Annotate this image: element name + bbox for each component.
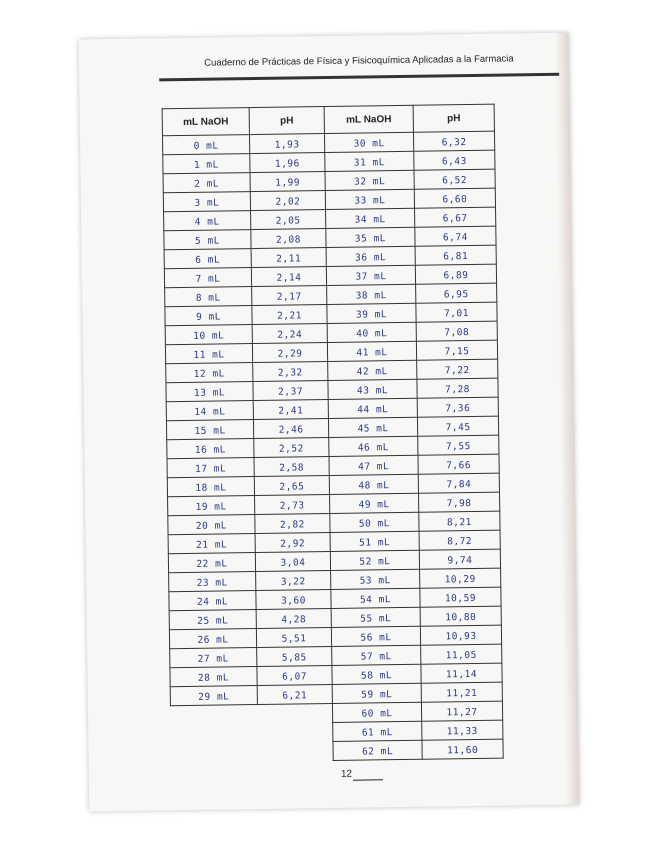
cell-ml-left — [163, 154, 250, 174]
cell-ml-right — [325, 189, 414, 209]
cell-ph-left-value: 2,29 — [277, 348, 303, 360]
cell-ml-right-value: 30 mL — [353, 138, 385, 150]
cell-ml-left — [163, 173, 250, 193]
cell-ml-left-value: 14 mL — [194, 406, 226, 418]
cell-ml-left — [164, 268, 251, 288]
cell-ph-right-value: 11,27 — [446, 706, 478, 719]
cell-ml-right — [330, 531, 419, 551]
cell-ml-left-value: 29 mL — [198, 691, 230, 703]
cell-ph-right — [413, 131, 494, 151]
titration-table — [162, 104, 504, 764]
cell-ph-right-value: 7,84 — [446, 479, 472, 491]
cell-ph-left — [255, 494, 330, 514]
cell-ph-right-value: 8,72 — [447, 536, 473, 548]
cell-ph-left-value: 2,14 — [276, 272, 302, 284]
cell-ph-left-value: 2,05 — [275, 215, 301, 227]
cell-ml-left-value: 22 mL — [196, 558, 228, 570]
cell-empty — [257, 703, 332, 723]
cell-ph-right-value: 10,29 — [444, 573, 476, 586]
cell-ml-right-value: 42 mL — [356, 366, 388, 378]
cell-ml-left-value: 3 mL — [194, 197, 220, 209]
cell-ph-right — [419, 511, 500, 531]
cell-ph-right-value: 11,14 — [445, 668, 478, 681]
cell-ph-right-value: 7,55 — [445, 441, 471, 453]
cell-ph-left — [257, 646, 332, 666]
cell-ml-left — [169, 591, 256, 611]
cell-ml-left — [165, 287, 252, 307]
cell-ml-right-value: 35 mL — [354, 233, 387, 245]
cell-ph-right — [419, 549, 500, 569]
cell-ph-right-value: 6,95 — [443, 289, 469, 301]
cell-ml-right — [324, 132, 413, 152]
cell-ml-right-value: 31 mL — [353, 157, 386, 169]
cell-ph-left — [252, 324, 327, 344]
cell-ph-left-value: 4,28 — [281, 614, 307, 626]
cell-ph-left — [249, 134, 324, 154]
cell-ml-left-value: 23 mL — [196, 577, 228, 589]
cell-ml-right-value: 37 mL — [355, 271, 387, 283]
cell-ph-right-value: 6,60 — [442, 194, 468, 206]
cell-ph-left — [251, 267, 326, 287]
cell-ml-left-value: 15 mL — [194, 425, 226, 437]
cell-ml-left-value: 20 mL — [195, 520, 228, 532]
cell-ml-left — [165, 344, 252, 364]
cell-ml-right-value: 51 mL — [359, 537, 391, 549]
cell-ph-right — [420, 587, 501, 607]
cell-ph-right — [416, 321, 497, 341]
cell-ph-left-value: 2,41 — [278, 405, 304, 417]
cell-ml-right — [325, 151, 414, 171]
cell-ph-right — [415, 264, 496, 284]
cell-ph-right-value: 11,60 — [446, 744, 479, 757]
cell-ph-left — [251, 248, 326, 268]
cell-ml-right — [332, 683, 421, 703]
cell-ph-left-value: 2,92 — [280, 538, 306, 550]
cell-ml-left — [170, 667, 257, 687]
cell-ml-left-value: 9 mL — [195, 311, 222, 323]
cell-ml-right-value: 55 mL — [360, 613, 392, 625]
cell-ph-left-value: 2,82 — [279, 519, 305, 531]
cell-ph-left — [251, 210, 326, 230]
cell-ph-right — [420, 568, 501, 588]
cell-ph-right — [414, 150, 495, 170]
cell-ml-right-value: 48 mL — [358, 480, 390, 492]
cell-ph-left-value: 3,04 — [280, 557, 306, 569]
cell-ph-right-value: 6,89 — [443, 270, 469, 282]
cell-ml-right-value: 38 mL — [355, 290, 387, 302]
cell-ml-right-value: 52 mL — [359, 556, 391, 568]
cell-ph-left — [253, 362, 328, 382]
cell-ph-left — [250, 153, 325, 173]
cell-ml-right — [328, 398, 417, 418]
cell-ph-left — [250, 191, 325, 211]
cell-ml-left — [169, 610, 256, 630]
cell-ml-right — [325, 170, 414, 190]
cell-ph-left-value: 1,99 — [275, 177, 301, 189]
cell-ml-right — [328, 360, 417, 380]
cell-ph-left-value: 2,73 — [279, 500, 305, 512]
cell-ml-left — [165, 306, 252, 326]
cell-ph-right-value: 10,93 — [445, 630, 477, 643]
cell-ml-left-value: 21 mL — [196, 539, 228, 551]
cell-ph-left-value: 2,17 — [276, 291, 302, 303]
cell-ml-left — [164, 211, 251, 231]
cell-ml-right-value: 46 mL — [357, 442, 389, 454]
cell-ph-left — [255, 532, 330, 552]
cell-ph-right — [418, 454, 499, 474]
cell-ml-left — [169, 629, 256, 649]
cell-ph-left-value: 2,32 — [277, 367, 303, 379]
cell-ph-left — [251, 229, 326, 249]
cell-empty — [171, 724, 258, 744]
cell-ph-right-value: 6,43 — [441, 156, 467, 168]
cell-ml-left — [166, 420, 253, 440]
cell-ml-left-value: 0 mL — [193, 140, 219, 152]
cell-ml-right-value: 32 mL — [354, 176, 386, 188]
col-header-ml-right: mL NaOH — [324, 105, 413, 133]
cell-ml-right-value: 34 mL — [354, 214, 386, 226]
cell-ml-left-value: 16 mL — [194, 444, 227, 456]
cell-ph-right-value: 11,05 — [445, 649, 477, 662]
cell-ml-right — [330, 493, 419, 513]
cell-ph-right-value: 10,80 — [445, 611, 477, 624]
cell-ph-right-value: 7,28 — [445, 384, 471, 396]
cell-ml-left — [166, 382, 253, 402]
cell-ph-left-value: 1,93 — [274, 139, 300, 151]
cell-ph-left — [252, 305, 327, 325]
cell-empty — [258, 741, 333, 761]
cell-ml-left — [164, 249, 251, 269]
cell-ph-left — [253, 400, 328, 420]
cell-ph-right-value: 6,52 — [442, 175, 468, 187]
cell-ml-left — [166, 363, 253, 383]
cell-ph-right-value: 8,21 — [446, 517, 472, 529]
cell-ml-left-value: 11 mL — [193, 349, 225, 361]
cell-ph-right — [422, 739, 503, 759]
cell-ml-right-value: 56 mL — [360, 632, 392, 644]
cell-ph-right — [422, 720, 503, 740]
cell-ml-left-value: 24 mL — [196, 596, 229, 608]
cell-ml-left — [162, 135, 249, 155]
cell-ml-right — [327, 284, 416, 304]
page-number-line — [353, 779, 383, 780]
cell-ph-left-value: 2,11 — [276, 253, 302, 265]
cell-ml-right — [329, 455, 418, 475]
page-edge-shadow — [555, 33, 580, 805]
cell-ph-left-value: 2,58 — [279, 462, 305, 474]
cell-ml-left-value: 6 mL — [195, 254, 221, 266]
cell-ml-left-value: 13 mL — [193, 387, 226, 399]
cell-empty — [170, 705, 257, 725]
cell-ml-right-value: 62 mL — [361, 746, 394, 758]
cell-ml-left-value: 26 mL — [197, 634, 229, 646]
cell-ml-left-value: 1 mL — [193, 159, 219, 171]
cell-ml-left-value: 12 mL — [193, 368, 225, 380]
col-header-ph-right: pH — [413, 104, 494, 132]
col-header-ph-left: pH — [249, 107, 324, 135]
cell-ml-left-value: 4 mL — [194, 216, 220, 228]
cell-ml-right — [331, 569, 420, 589]
cell-ph-right — [421, 701, 502, 721]
cell-ml-left — [165, 325, 252, 345]
cell-ph-right — [419, 492, 500, 512]
cell-ml-right — [332, 645, 421, 665]
running-header: Cuaderno de Prácticas de Física y Fisicoquímica Aplicadas a la Farmacia — [204, 53, 514, 69]
cell-ph-left-value: 6,07 — [282, 671, 308, 683]
cell-ph-right-value: 6,67 — [442, 213, 468, 225]
cell-ml-right — [331, 607, 420, 627]
cell-ph-right — [417, 378, 498, 398]
cell-ph-right — [414, 169, 495, 189]
cell-ph-left — [256, 608, 331, 628]
cell-ml-right-value: 39 mL — [355, 309, 388, 321]
cell-ph-right-value: 9,74 — [447, 555, 473, 567]
cell-ml-right — [329, 474, 418, 494]
cell-ph-left-value: 3,60 — [280, 595, 307, 607]
cell-ph-right-value: 7,15 — [444, 346, 470, 358]
cell-ml-right-value: 54 mL — [359, 594, 392, 606]
cell-ph-right-value: 11,33 — [446, 725, 478, 738]
cell-ml-right — [327, 341, 416, 361]
cell-ml-right — [331, 626, 420, 646]
cell-ph-right — [421, 682, 502, 702]
cell-ml-right-value: 59 mL — [361, 689, 393, 701]
cell-ml-left-value: 18 mL — [195, 482, 227, 494]
cell-ph-left — [256, 589, 331, 609]
cell-ml-left — [163, 192, 250, 212]
cell-ph-right-value: 6,81 — [443, 251, 469, 263]
cell-ml-left — [168, 515, 255, 535]
cell-ml-right-value: 47 mL — [357, 461, 390, 473]
cell-ml-right — [333, 721, 422, 741]
cell-ph-left — [257, 665, 332, 685]
cell-ph-left-value: 5,51 — [281, 633, 307, 645]
cell-ml-right-value: 57 mL — [360, 651, 392, 663]
cell-ph-right-value: 7,01 — [443, 308, 470, 320]
cell-ph-left — [254, 457, 329, 477]
cell-ml-right-value: 53 mL — [359, 575, 391, 587]
cell-ml-right-value: 36 mL — [355, 252, 387, 264]
cell-empty — [258, 722, 333, 742]
cell-ph-left — [252, 286, 327, 306]
cell-ml-left — [166, 401, 253, 421]
cell-ph-left-value: 2,02 — [275, 196, 301, 208]
cell-ml-left — [167, 477, 254, 497]
cell-ph-left — [256, 627, 331, 647]
cell-ml-left-value: 7 mL — [195, 273, 221, 285]
col-header-ml-left: mL NaOH — [162, 108, 249, 136]
cell-ml-right — [332, 702, 421, 722]
cell-ph-right-value: 7,36 — [445, 403, 471, 415]
cell-ph-right-value: 6,32 — [441, 137, 467, 149]
cell-ph-right — [416, 302, 497, 322]
cell-ml-left — [167, 458, 254, 478]
cell-ph-left-value: 6,21 — [282, 690, 308, 702]
cell-ph-left — [254, 438, 329, 458]
cell-ph-left — [254, 476, 329, 496]
cell-ml-right — [333, 740, 422, 760]
cell-ml-right-value: 33 mL — [354, 195, 386, 207]
cell-ml-left-value: 27 mL — [197, 653, 229, 665]
cell-ph-right — [414, 188, 495, 208]
cell-ph-right — [416, 340, 497, 360]
cell-ph-left-value: 3,22 — [280, 576, 306, 588]
cell-ph-left — [250, 172, 325, 192]
cell-ph-right — [421, 644, 502, 664]
cell-ph-right-value: 7,08 — [444, 327, 470, 339]
cell-ph-right-value: 7,66 — [446, 460, 472, 472]
cell-ph-right — [415, 245, 496, 265]
cell-ml-right — [326, 246, 415, 266]
cell-ph-left-value: 2,08 — [275, 234, 301, 246]
cell-ph-left — [256, 570, 331, 590]
cell-ml-right — [331, 588, 420, 608]
cell-ph-right — [416, 283, 497, 303]
cell-ml-right-value: 50 mL — [358, 518, 391, 530]
cell-ml-right-value: 41 mL — [356, 347, 388, 359]
cell-ml-left-value: 25 mL — [197, 615, 229, 627]
cell-ml-left — [170, 648, 257, 668]
cell-ml-right-value: 49 mL — [358, 499, 390, 511]
cell-ml-right-value: 43 mL — [356, 385, 389, 397]
cell-ml-left — [167, 439, 254, 459]
cell-ml-left — [168, 553, 255, 573]
cell-ml-left-value: 17 mL — [195, 463, 227, 475]
cell-ml-right — [326, 227, 415, 247]
cell-ml-left — [164, 230, 251, 250]
cell-ml-left — [168, 496, 255, 516]
cell-ph-left-value: 2,65 — [279, 481, 305, 493]
cell-ph-left — [257, 684, 332, 704]
cell-ph-right-value: 7,45 — [445, 422, 471, 434]
cell-ph-right — [420, 625, 501, 645]
cell-ml-right — [330, 550, 419, 570]
cell-ml-left-value: 5 mL — [194, 235, 220, 247]
cell-ml-right — [327, 322, 416, 342]
cell-ml-left — [169, 572, 256, 592]
cell-ph-left — [253, 419, 328, 439]
cell-ml-right — [326, 208, 415, 228]
cell-ml-right — [332, 664, 421, 684]
cell-ml-right-value: 58 mL — [360, 670, 393, 682]
cell-ph-left — [255, 551, 330, 571]
cell-ml-left — [170, 686, 257, 706]
cell-ph-left — [255, 513, 330, 533]
cell-ph-right — [417, 359, 498, 379]
cell-ph-left-value: 5,85 — [281, 652, 307, 664]
cell-ml-left — [168, 534, 255, 554]
cell-ph-left-value: 2,46 — [278, 424, 304, 436]
cell-ph-left-value: 2,24 — [277, 329, 303, 341]
cell-ph-right — [417, 416, 498, 436]
cell-ml-right-value: 61 mL — [361, 727, 393, 739]
cell-ph-right-value: 10,59 — [444, 592, 477, 605]
cell-ml-right-value: 60 mL — [361, 708, 393, 720]
cell-ml-left-value: 28 mL — [197, 672, 230, 684]
table-row — [171, 739, 503, 763]
cell-ph-right-value: 7,22 — [444, 365, 470, 377]
cell-ml-left-value: 19 mL — [195, 501, 227, 513]
page-number: 12 — [340, 768, 353, 780]
cell-ml-right — [329, 436, 418, 456]
notebook-page — [79, 33, 580, 812]
cell-ml-right — [328, 379, 417, 399]
cell-ml-right-value: 40 mL — [356, 328, 388, 340]
cell-ml-right-value: 45 mL — [357, 423, 389, 435]
cell-ml-right-value: 44 mL — [357, 404, 389, 416]
cell-ph-left — [252, 343, 327, 363]
cell-ph-right — [418, 473, 499, 493]
cell-ph-right — [421, 663, 502, 683]
cell-ml-right — [326, 265, 415, 285]
cell-ph-left-value: 2,21 — [276, 310, 303, 322]
cell-ph-right — [415, 226, 496, 246]
header-rule — [159, 73, 559, 82]
cell-ph-left-value: 2,37 — [278, 386, 304, 398]
cell-ph-right-value: 11,21 — [446, 687, 478, 700]
cell-ml-left-value: 10 mL — [193, 330, 225, 342]
cell-ph-left-value: 2,52 — [278, 443, 304, 455]
cell-ph-left — [253, 381, 328, 401]
cell-ph-right — [415, 207, 496, 227]
cell-ph-right-value: 7,98 — [446, 498, 472, 510]
cell-ph-right-value: 6,74 — [442, 232, 468, 244]
cell-ph-right — [420, 606, 501, 626]
cell-ml-left-value: 8 mL — [195, 292, 221, 304]
cell-ml-right — [327, 303, 416, 323]
cell-ml-right — [328, 417, 417, 437]
cell-ph-left-value: 1,96 — [274, 158, 300, 170]
cell-ml-right — [330, 512, 419, 532]
cell-ph-right — [417, 397, 498, 417]
cell-ml-left-value: 2 mL — [194, 178, 220, 190]
cell-ph-right — [418, 435, 499, 455]
cell-empty — [171, 743, 258, 763]
cell-ph-right — [419, 530, 500, 550]
table-body — [162, 131, 503, 763]
